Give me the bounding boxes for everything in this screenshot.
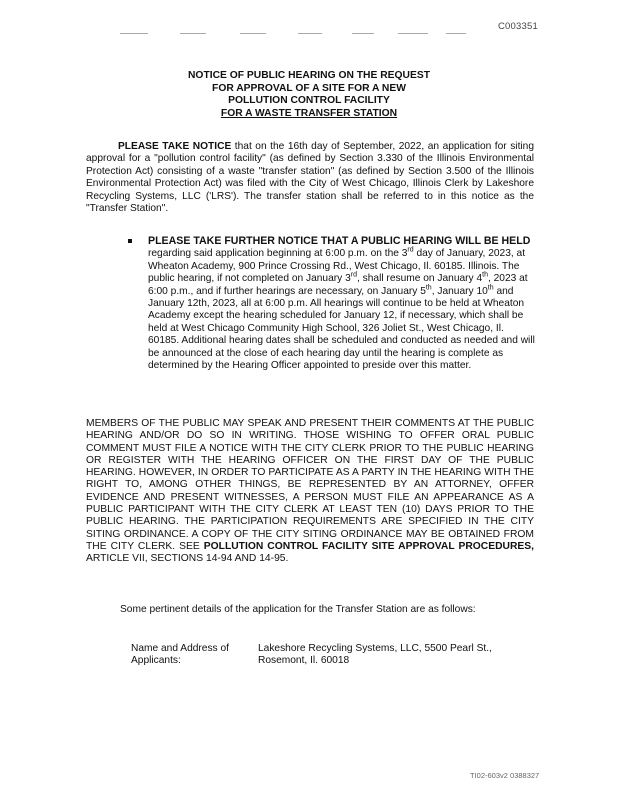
- ordinal-sup: th: [487, 284, 494, 292]
- ordinal-sup: rd: [407, 247, 414, 255]
- ordinal-sup: rd: [350, 271, 357, 279]
- procedures-sections: ARTICLE VII, SECTIONS 14-94 AND 14-95.: [86, 553, 289, 565]
- notice-body: that on the 16th day of September, 2022, an application for siting approval for a "pollution control facility" (as defined by Section 3.330 of the Illinois Environmental Protection Act) consisting of a waste "transfer station" (as defined by Section 3.500 of the Illinois Environmental Protection Act) was filed with the City of West Chicago, Illinois Clerk by Lakeshore Recycling Systems, LLC ('LRS'). The transfer station shall be referred to in this notice as the "Transfer Station".: [86, 141, 534, 215]
- hearing-text-4: , 2023 at 6:00 p.m., and if further hearings are necessary, on January 5: [148, 273, 528, 297]
- bullet-icon: [128, 239, 132, 243]
- title-line-2: FOR APPROVAL OF A SITE FOR A NEW: [212, 82, 406, 94]
- title-line-1: NOTICE OF PUBLIC HEARING ON THE REQUEST: [188, 70, 430, 81]
- procedures-title: POLLUTION CONTROL FACILITY SITE APPROVAL PROCEDURES,: [203, 540, 534, 552]
- header-scan-marks: [80, 33, 540, 37]
- notice-lead: PLEASE TAKE NOTICE: [118, 141, 232, 152]
- applicant-value: Lakeshore Recycling Systems, LLC, 5500 Pearl St., Rosemont, Il. 60018: [258, 643, 492, 667]
- hearing-text-2: day of January, 2023, at Wheaton Academy, 900 Prince Crossing Rd., West Chicago, Il. 60185. Illinois. The public hearing, if not completed on January 3: [148, 248, 526, 285]
- hearing-text-3: , shall resume on January 4: [356, 273, 483, 285]
- details-intro: Some pertinent details of the application for the Transfer Station are as follows:: [120, 604, 476, 615]
- public-comment-paragraph: [86, 418, 534, 566]
- title-line-4: FOR A WASTE TRANSFER STATION: [220, 107, 398, 119]
- title-line-3: POLLUTION CONTROL FACILITY: [228, 95, 390, 107]
- ordinal-sup: th: [482, 271, 488, 279]
- document-number: C003351: [498, 21, 538, 32]
- hearing-text-5: , January 10: [431, 285, 488, 297]
- applicant-label: Name and Address of Applicants:: [131, 643, 229, 667]
- ordinal-sup: th: [425, 284, 432, 292]
- hearing-text-1: regarding said application beginning at 6:00 p.m. on the 3: [148, 248, 408, 260]
- footer-code: TI02-603v2 0388327: [470, 771, 540, 780]
- hearing-lead: PLEASE TAKE FURTHER NOTICE THAT A PUBLIC HEARING WILL BE HELD: [148, 235, 531, 247]
- notice-title: [0, 70, 618, 120]
- hearing-bullet-text: [148, 235, 536, 372]
- notice-paragraph: [86, 141, 534, 215]
- hearing-text-6: and January 12th, 2023, all at 6:00 p.m. All hearings will continue to be held at Wheaton Academy except the hearing scheduled for January 12, if necessary, which shall be held at West Chicago Community High School, 326 Joliet St., West Chicago, Il. 60185. Additional hearing dates shall be scheduled and conducted as needed and will be announced at the close of each hearing day until the hearing is complete as determined by the Hearing Officer appointed to preside over this matter.: [148, 285, 535, 372]
- public-comment-body: MEMBERS OF THE PUBLIC MAY SPEAK AND PRESENT THEIR COMMENTS AT THE PUBLIC HEARING AND/OR DO SO IN WRITING. THOSE WISHING TO OFFER ORAL PUBLIC COMMENT MUST FILE A NOTICE WITH THE CITY CLERK PRIOR TO THE PUBLIC HEARING OR REGISTER WITH THE HEARING OFFICER ON THE FIRST DAY OF THE PUBLIC HEARING. HOWEVER, IN ORDER TO PARTICIPATE AS A PARTY IN THE HEARING WITH THE RIGHT TO, AMONG OTHER THINGS, BE REPRESENTED BY AN ATTORNEY, OFFER EVIDENCE AND PRESENT WITNESSES, A PERSON MUST FILE AN APPEARANCE AS A PUBLIC PARTICIPANT WITH THE CITY CLERK AT LEAST TEN (10) DAYS PRIOR TO THE PUBLIC HEARING. THE PARTICIPATION REQUIREMENTS ARE SPECIFIED IN THE CITY SITING ORDINANCE. A COPY OF THE CITY SITING ORDINANCE MAY BE OBTAINED FROM THE CITY CLERK. SEE: [86, 418, 534, 552]
